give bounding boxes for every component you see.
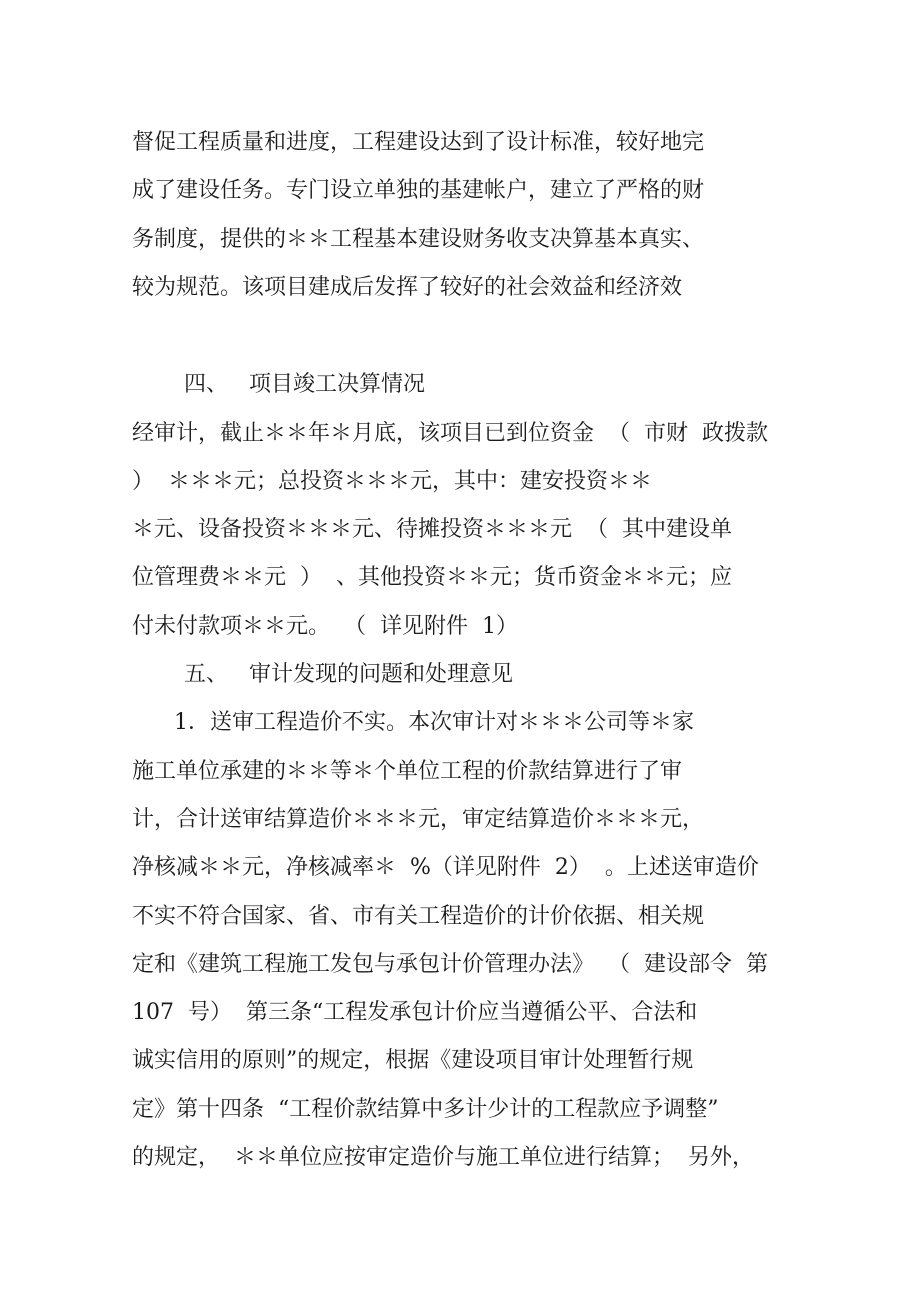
text-line: 务制度，提供的＊＊工程基本建设财务收支决算基本真实、 [132,227,705,252]
text-line: 不实不符合国家、省、市有关工程造价的计价依据、相关规 [132,904,705,929]
text-line: 经审计，截止＊＊年＊月底，该项目已到位资金 （ 市财 政拨款 [132,421,768,446]
text-line: 107 号） 第三条“工程发承包计价应当遵循公平、合法和 [132,1000,698,1025]
text-line: 位管理费＊＊元 ） 、其他投资＊＊元；货币资金＊＊元；应 [132,565,732,590]
text-line: 定》第十四条 “工程价款结算中多计少计的工程款应予调整” [132,1097,719,1122]
text-line: 计，合计送审结算造价＊＊＊元，审定结算造价＊＊＊元， [132,807,705,832]
section-heading-5: 五、 审计发现的问题和处理意见 [184,662,513,687]
text-line: 净核减＊＊元，净核减率＊ %（详见附件 2） 。上述送审造价 [132,855,759,880]
text-line: 督促工程质量和进度，工程建设达到了设计标准，较好地完 [132,130,705,155]
numbered-paragraph-1: 1．送审工程造价不实。本次审计对＊＊＊公司等＊家 [174,710,694,735]
text-line: 付未付款项＊＊元。 （ 详见附件 1） [132,614,518,639]
text-line: ） ＊＊＊元；总投资＊＊＊元，其中：建安投资＊＊ [132,469,652,494]
text-line: 的规定， ＊＊单位应按审定造价与施工单位进行结算； 另外， [132,1145,754,1170]
section-heading-4: 四、 项目竣工决算情况 [184,372,425,397]
text-line: 较为规范。该项目建成后发挥了较好的社会效益和经济效 [132,275,683,300]
text-line: 定和《建筑工程施工发包与承包计价管理办法》 （ 建设部令 第 [132,952,768,977]
text-line: ＊元、设备投资＊＊＊元、待摊投资＊＊＊元 （ 其中建设单 [132,517,732,542]
text-line: 成了建设任务。专门设立单独的基建帐户，建立了严格的财 [132,178,705,203]
text-line: 施工单位承建的＊＊等＊个单位工程的价款结算进行了审 [132,759,683,784]
text-line: 诚实信用的原则”的规定，根据《建设项目审计处理暂行规 [132,1048,694,1073]
